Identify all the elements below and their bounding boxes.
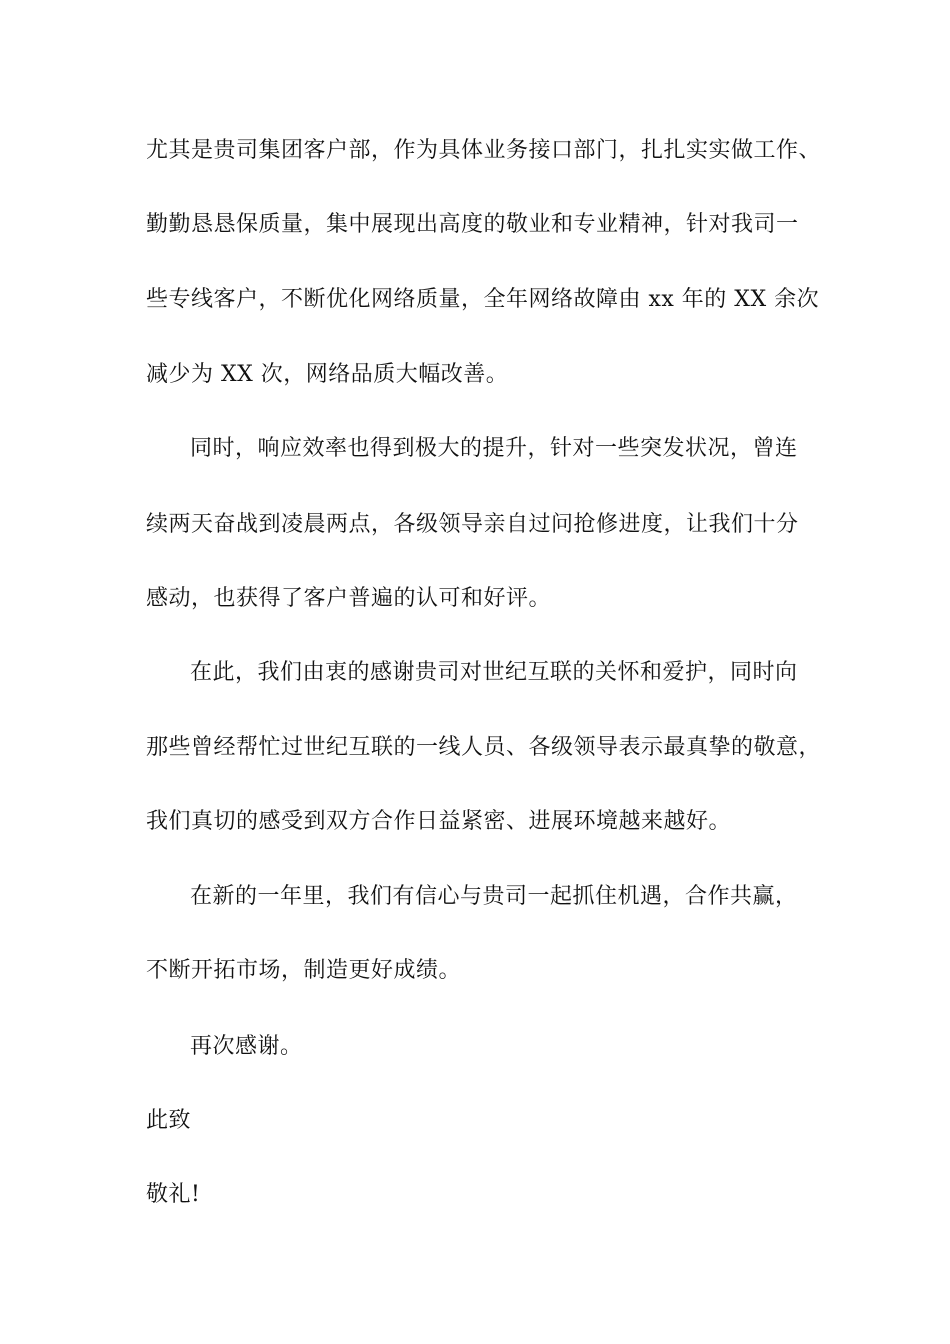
paragraph-2-line-3: 感动，也获得了客户普遍的认可和好评。 [146,586,552,611]
paragraph-2-line-1: 同时，响应效率也得到极大的提升，针对一些突发状况，曾连 [190,436,798,461]
paragraph-3-line-1: 在此，我们由衷的感谢贵司对世纪互联的关怀和爱护，同时向 [190,660,798,685]
paragraph-5-line-1: 再次感谢。 [190,1034,303,1059]
paragraph-1-line-4: 减少为 XX 次，网络品质大幅改善。 [146,362,509,387]
paragraph-4-line-2: 不断开拓市场，制造更好成绩。 [146,958,462,983]
paragraph-3-line-3: 我们真切的感受到双方合作日益紧密、进展环境越来越好。 [146,809,732,834]
paragraph-4-line-1: 在新的一年里，我们有信心与贵司一起抓住机遇，合作共赢， [190,884,798,909]
paragraph-1-line-3: 些专线客户，不断优化网络质量，全年网络故障由 xx 年的 XX 余次 [146,287,820,312]
closing-regards: 敬礼! [146,1182,201,1207]
paragraph-2-line-2: 续两天奋战到凌晨两点，各级领导亲自过问抢修进度，让我们十分 [146,512,799,537]
closing-salutation: 此致 [146,1108,192,1133]
paragraph-1-line-2: 勤勤恳恳保质量，集中展现出高度的敬业和专业精神，针对我司一 [146,212,799,237]
paragraph-1-line-1: 尤其是贵司集团客户部，作为具体业务接口部门，扎扎实实做工作、 [146,138,822,163]
paragraph-3-line-2: 那些曾经帮忙过世纪互联的一线人员、各级领导表示最真挚的敬意， [146,735,822,760]
